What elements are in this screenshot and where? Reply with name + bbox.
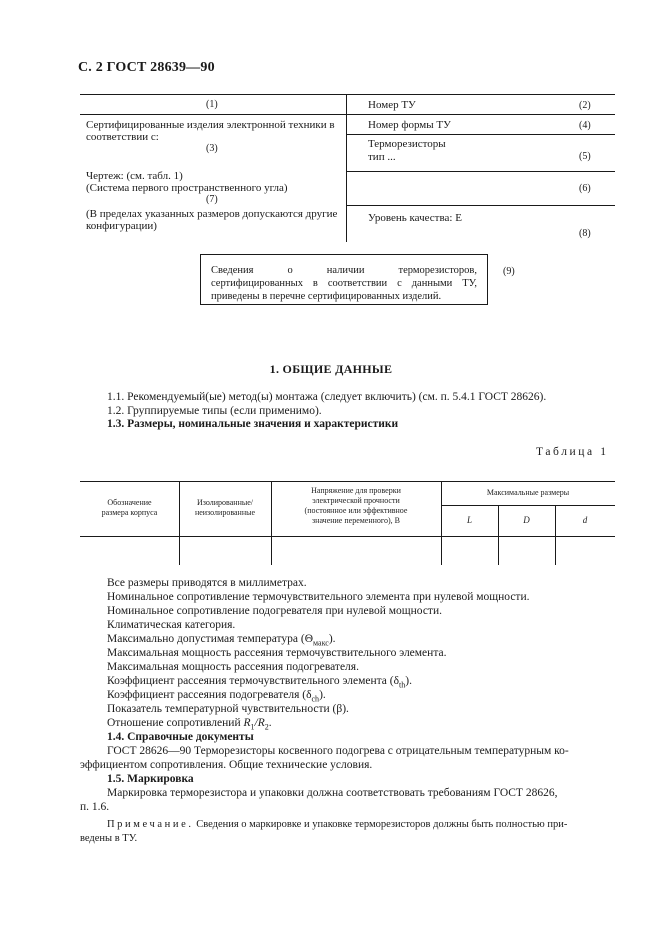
form-field-number: (4): [579, 120, 591, 131]
form-field-number: (2): [579, 100, 591, 111]
form-config-text: (В пределах указанных размеров допускаются другие: [86, 208, 338, 220]
form-tu-number-label: Номер ТУ: [368, 99, 416, 111]
marking-text: Маркировка терморезистора и упаковки должна соответствовать требованиям ГОСТ 28626,: [107, 787, 558, 799]
tu-form-table: [80, 94, 615, 242]
form-field-number: (6): [579, 183, 591, 194]
form-field-number: (9): [503, 266, 515, 277]
th-insulated: Изолированные/ неизолированные: [194, 498, 256, 517]
certified-note-text: Сведения о наличии терморезисторов, сертифицированных в соответствии с данными ТУ, приведены в перечне сертифицированных изделий.: [211, 265, 477, 302]
body-line: Коэффициент рассеяния термочувствительного элемента $(\delta_{th})$.: [107, 675, 412, 690]
form-type-label: Терморезисторы: [368, 138, 446, 150]
note-text: ведены в ТУ.: [80, 833, 138, 844]
body-line: Номинальное сопротивление подогревателя при нулевой мощности.: [107, 605, 442, 617]
th-dim-D: D: [523, 515, 530, 525]
form-field-number: (1): [206, 99, 218, 110]
table-header-bottom: [80, 536, 615, 537]
section-1-4-heading: 1.4. Справочные документы: [107, 731, 254, 743]
form-right-divider: [346, 171, 615, 172]
note-label: Примечание.: [107, 819, 194, 830]
body-line: Максимальная мощность рассеяния термочувствительного элемента.: [107, 647, 447, 659]
table-column-divider: [498, 505, 499, 565]
item-1-2: 1.2. Группируемые типы (если применимо).: [107, 405, 322, 417]
form-quality-label: Уровень качества: Е: [368, 212, 462, 224]
form-field-number: (3): [206, 143, 218, 154]
reference-doc: эффициентом сопротивления. Общие технические условия.: [80, 759, 373, 771]
form-drawing-text: Чертеж: (см. табл. 1): [86, 170, 183, 182]
th-test-voltage: Напряжение для проверки электрической прочности (постоянное или эффективное значение переменного), В: [304, 486, 408, 525]
th-case-size: Обозначение размера корпуса: [101, 498, 158, 517]
body-line: Все размеры приводятся в миллиметрах.: [107, 577, 307, 589]
body-line: Максимальная мощность рассеяния подогревателя.: [107, 661, 359, 673]
body-line: Показатель температурной чувствительности (β).: [107, 703, 349, 715]
form-row-divider: [80, 114, 615, 115]
form-column-divider: [346, 94, 347, 242]
marking-text: п. 1.6.: [80, 801, 110, 813]
page-header: С. 2 ГОСТ 28639—90: [78, 60, 215, 75]
body-line: Максимально допустимая температура $(\Theta_{макс})$.: [107, 633, 336, 648]
item-1-3-heading: 1.3. Размеры, номинальные значения и характеристики: [107, 418, 399, 430]
form-config-text: конфигурации): [86, 220, 157, 232]
form-field-number: (5): [579, 151, 591, 162]
form-cert-text: Сертифицированные изделия электронной техники в: [86, 119, 335, 131]
section-title: 1. ОБЩИЕ ДАННЫЕ: [269, 362, 393, 376]
body-line: Коэффициент рассеяния подогревателя $(\delta_{ch})$.: [107, 689, 326, 704]
th-max-dimensions: Максимальные размеры: [486, 488, 570, 497]
form-right-divider: [346, 134, 615, 135]
dimensions-table: [80, 481, 615, 565]
th-dim-d: d: [582, 515, 588, 525]
table-column-divider: [555, 505, 556, 565]
body-line: Климатическая категория.: [107, 619, 236, 631]
th-dim-L: L: [466, 515, 472, 525]
section-1-5-heading: 1.5. Маркировка: [107, 773, 194, 785]
note-text: Примечание. Сведения о маркировке и упаковке терморезисторов должны быть полностью при-: [107, 819, 568, 830]
item-1-1: 1.1. Рекомендуемый(ые) метод(ы) монтажа (следует включить) (см. п. 5.4.1 ГОСТ 28626).: [107, 391, 547, 403]
table-group-divider: [441, 505, 615, 506]
table-label: Таблица 1: [536, 446, 609, 458]
form-field-number: (7): [206, 194, 218, 205]
form-top-border: [80, 94, 615, 95]
certified-note-box: [200, 254, 488, 305]
table-top-border: [80, 481, 615, 482]
form-right-divider: [346, 205, 615, 206]
body-line: Номинальное сопротивление термочувствительного элемента при нулевой мощности.: [107, 591, 530, 603]
form-cert-text: соответствии с:: [86, 131, 159, 143]
table-column-divider: [179, 481, 180, 565]
form-tu-form-label: Номер формы ТУ: [368, 119, 451, 131]
form-type-label: тип ...: [368, 151, 396, 163]
form-drawing-text: (Система первого пространственного угла): [86, 182, 288, 194]
reference-doc: ГОСТ 28626—90 Терморезисторы косвенного подогрева с отрицательным температурным ко-: [107, 745, 569, 757]
body-line: Отношение сопротивлений $R_1/R_2$.: [107, 717, 272, 732]
form-field-number: (8): [579, 228, 591, 239]
